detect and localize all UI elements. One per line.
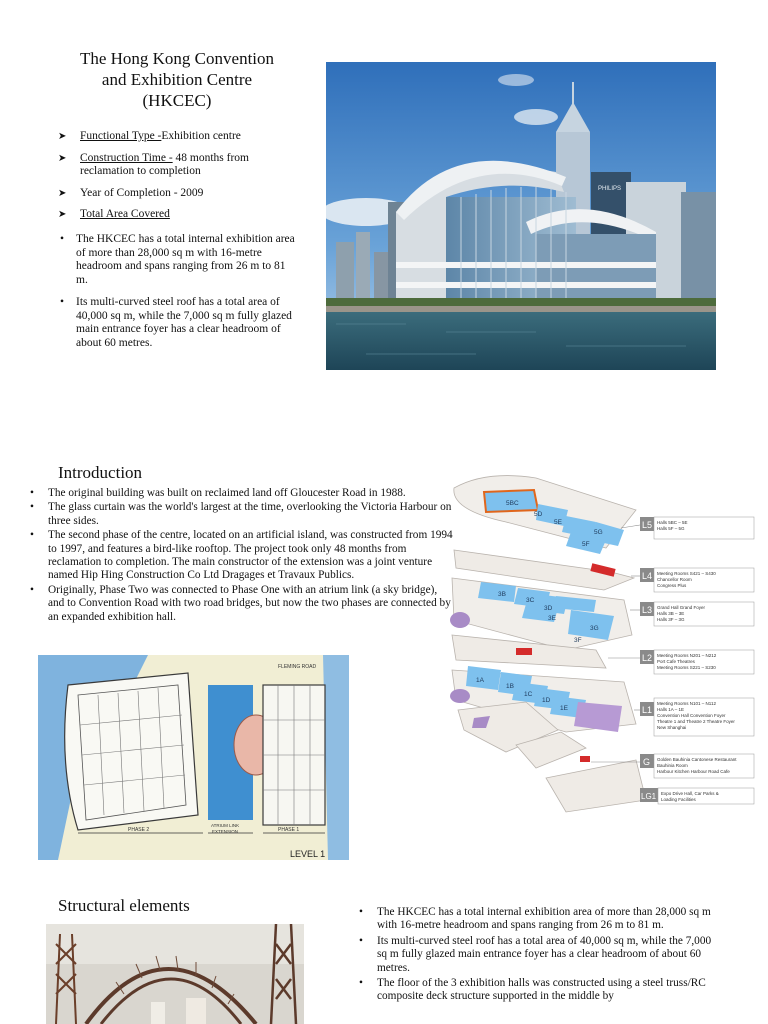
- bullet-icon: •: [30, 487, 34, 499]
- list-item: [28, 501, 453, 528]
- level-line: Golden Bauhinia Cantonese Restaurant: [657, 757, 737, 762]
- level-line: Halls 3B – 3E: [657, 611, 685, 616]
- title-line-2: and Exhibition Centre: [101, 70, 253, 89]
- level-line: Port Cafe Theatres: [657, 659, 695, 664]
- hall-label: 5F: [582, 541, 590, 548]
- site-plan-illustration: [38, 655, 349, 860]
- truss-illustration: [46, 924, 304, 1024]
- list-item: [28, 529, 453, 583]
- list-item: [357, 935, 717, 975]
- list-item: [58, 296, 300, 350]
- list-item-text: Originally, Phase Two was connected to Phase One with an atrium link (a sky bridge), and to Convention Road with two road bridges, but now the two phases are connected by an expanded exhibition hall.: [48, 583, 451, 623]
- fact-value: Exhibition centre: [161, 130, 241, 142]
- arrow-bullet-icon: ➤: [58, 187, 67, 199]
- atrium-link-label: ATRIUM LINK: [211, 823, 240, 828]
- list-item: [28, 487, 453, 500]
- level-line: Harbour Kitchen Harbour Road Cafe: [657, 769, 730, 774]
- fact-value: Year of Completion - 2009: [80, 186, 204, 199]
- hall-label: 5D: [534, 511, 543, 518]
- hall-label: 1E: [560, 705, 568, 712]
- list-item-text: The HKCEC has a total internal exhibition area of more than 28,000 sq m with 16-metre headroom and spans ranging from 26 m to 81 m.: [377, 906, 711, 932]
- bullet-icon: •: [30, 529, 34, 542]
- list-item-text: The second phase of the centre, located on an artificial island, was constructed from 1994 to 1997, and features a bird-like rooftop. The project took only 48 months from reclamation to completion. The main constructor of the extension was a joint venture named Hip Hing Construction Co Ltd Dragages et Travaux Publics.: [48, 529, 453, 582]
- philips-sign: PHILIPS: [598, 186, 622, 192]
- list-item: [28, 584, 453, 624]
- level-line: Meeting Rooms S421 – S430: [657, 571, 716, 576]
- level-code: G: [643, 757, 651, 767]
- structural-heading: Structural elements: [58, 896, 190, 915]
- hall-label: 3D: [544, 605, 553, 612]
- bullet-icon: •: [359, 906, 363, 918]
- level-code: LG1: [641, 792, 657, 801]
- fact-item: [58, 130, 306, 144]
- floor-level-diagram: [446, 470, 758, 815]
- site-plan-drawing: [38, 655, 349, 860]
- bullet-icon: •: [30, 501, 34, 514]
- fact-label: Construction Time -: [80, 151, 173, 164]
- level-line: Expo Drive Hall, Car Parks &: [661, 791, 719, 796]
- phase-1-label: PHASE 1: [278, 827, 300, 833]
- extension-label: EXTENSION: [212, 829, 239, 834]
- bullet-icon: •: [60, 296, 65, 308]
- level-line: Loading Facilities: [661, 797, 696, 802]
- summary-bullets: [58, 233, 300, 359]
- list-item-text: The floor of the 3 exhibition halls was constructed using a steel truss/RC composite deck structure supported in the middle by: [377, 977, 706, 1003]
- bullet-icon: •: [359, 934, 363, 947]
- hall-label: 3E: [548, 615, 556, 622]
- level-line: Halls 1A – 1E: [657, 707, 685, 712]
- fact-label: Total Area Covered: [80, 208, 170, 220]
- level-line: Meeting Rooms N101 – N112: [657, 701, 716, 706]
- road-label: FLEMING ROAD: [278, 664, 317, 670]
- building-illustration: [326, 62, 716, 370]
- title-line-1: The Hong Kong Convention: [79, 49, 275, 68]
- list-item-text: Its multi-curved steel roof has a total area of 40,000 sq m, while the 7,000 sq m fully glazed main entrance foyer has a clear headroom of about 60 metres.: [377, 934, 712, 974]
- level-code: L1: [642, 705, 653, 715]
- hall-label: 1A: [476, 677, 484, 684]
- introduction-list: [28, 487, 453, 625]
- fact-item: [58, 208, 306, 222]
- list-item-text: The original building was built on reclaimed land off Gloucester Road in 1988.: [48, 487, 406, 499]
- page-title: [52, 48, 302, 111]
- facts-list: [58, 130, 306, 230]
- hall-label: 3C: [526, 597, 535, 604]
- list-item-text: Its multi-curved steel roof has a total area of 40,000 sq m, while the 7,000 sq m fully glazed main entrance foyer has a clear headroom of about 60 metres.: [76, 296, 292, 349]
- level-label: LEVEL 1: [290, 849, 326, 859]
- hall-label: 1C: [524, 691, 533, 698]
- level-line: Meeting Rooms S221 – S230: [657, 665, 716, 670]
- level-line: Halls 5BC – 5E: [657, 520, 688, 525]
- level-line: Theatre 1 and Theatre 2 Theatre Foyer: [657, 719, 735, 724]
- hall-label: 3B: [498, 591, 506, 598]
- level-line: Bauhinia Room: [657, 763, 688, 768]
- level-code: L5: [642, 520, 653, 530]
- title-line-3: (HKCEC): [142, 91, 212, 110]
- level-line: Meeting Rooms N201 – N212: [657, 653, 717, 658]
- level-line: Convention Hall Convention Foyer: [657, 713, 726, 718]
- fact-item: [58, 152, 306, 179]
- level-line: New Shanghai: [657, 725, 687, 730]
- hall-label: 3F: [574, 637, 582, 644]
- fact-item: [58, 187, 306, 201]
- bullet-icon: •: [30, 583, 34, 596]
- bullet-icon: •: [359, 977, 363, 990]
- arrow-bullet-icon: ➤: [58, 152, 67, 164]
- level-code: L3: [642, 605, 653, 615]
- level-line: Halls 3F – 3G: [657, 617, 685, 622]
- hkcec-building-photo: [326, 62, 716, 370]
- level-line: Halls 5F – 5G: [657, 526, 685, 531]
- structural-list: [357, 906, 717, 1006]
- steel-truss-photo: [46, 924, 304, 1024]
- hall-label: 3G: [590, 625, 599, 632]
- level-line: Congress Plus: [657, 583, 687, 588]
- phase-2-label: PHASE 2: [128, 827, 150, 833]
- hall-label: 1D: [542, 697, 551, 704]
- level-line: Chancellor Room: [657, 577, 692, 582]
- list-item-text: The glass curtain was the world's largest at the time, overlooking the Victoria Harbour on three sides.: [48, 501, 452, 527]
- fact-value: 48 months from reclamation to completion: [80, 151, 250, 177]
- list-item: [357, 977, 717, 1004]
- introduction-heading: Introduction: [58, 463, 143, 482]
- bullet-icon: •: [60, 233, 65, 245]
- level-code: L4: [642, 571, 653, 581]
- hall-label: 5E: [554, 519, 562, 526]
- arrow-bullet-icon: ➤: [58, 209, 67, 220]
- hall-label: 1B: [506, 683, 514, 690]
- hall-label: 5BC: [506, 500, 519, 507]
- list-item: [58, 233, 300, 287]
- hall-label: 5G: [594, 529, 603, 536]
- arrow-bullet-icon: ➤: [58, 131, 67, 142]
- list-item: [357, 906, 717, 933]
- level-line: Grand Hall Grand Foyer: [657, 605, 706, 610]
- fact-label: Functional Type -: [80, 130, 162, 142]
- list-item-text: The HKCEC has a total internal exhibition area of more than 28,000 sq m with 16-metre headroom and spans ranging from 26 m to 81 m.: [76, 233, 295, 286]
- level-code: L2: [642, 653, 653, 663]
- isometric-floor-diagram: [446, 470, 758, 815]
